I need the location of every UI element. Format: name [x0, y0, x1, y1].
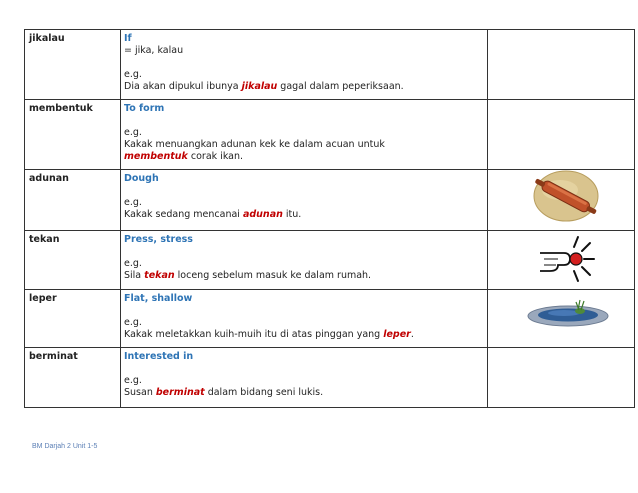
example-sentence: Kakak menuangkan adunan kek ke dalam acuan untuk membentuk corak ikan.: [124, 139, 385, 162]
meaning-detail: = jika, kalau: [124, 45, 184, 56]
example-sentence: Kakak meletakkan kuih-muih itu di atas pinggan yang leper.: [124, 329, 414, 340]
table-row: [25, 100, 635, 170]
malay-word: adunan: [29, 173, 69, 184]
example-sentence: Dia akan dipukul ibunya jikalau gagal dalam peperiksaan.: [124, 81, 404, 92]
english-meaning: Flat, shallow: [124, 293, 193, 304]
example-label: e.g.: [124, 375, 142, 386]
example-label: e.g.: [124, 127, 142, 138]
highlighted-word: membentuk: [124, 151, 188, 162]
english-meaning: Press, stress: [124, 234, 193, 245]
highlighted-word: leper: [383, 329, 411, 340]
example-label: e.g.: [124, 258, 142, 269]
table-row: [25, 290, 635, 348]
malay-word: jikalau: [29, 33, 65, 44]
highlighted-word: berminat: [155, 387, 205, 398]
english-meaning: To form: [124, 103, 165, 114]
flat-plate-icon: [526, 296, 610, 330]
vocabulary-table: [24, 29, 635, 408]
english-meaning: Dough: [124, 173, 159, 184]
malay-word: leper: [29, 293, 57, 304]
highlighted-word: jikalau: [241, 81, 278, 92]
example-sentence: Sila tekan loceng sebelum masuk ke dalam rumah.: [124, 270, 372, 281]
example-sentence: Kakak sedang mencanai adunan itu.: [124, 209, 302, 220]
table-row: [25, 30, 635, 100]
english-meaning: Interested in: [124, 351, 194, 362]
highlighted-word: tekan: [144, 270, 175, 281]
malay-word: membentuk: [29, 103, 93, 114]
table-row: [25, 170, 635, 231]
malay-word: tekan: [29, 234, 60, 245]
finger-pressing-button-icon: [536, 233, 598, 285]
rolling-pin-dough-icon: [530, 166, 602, 224]
example-label: e.g.: [124, 69, 142, 80]
english-meaning: If: [124, 33, 132, 44]
table-row: [25, 231, 635, 290]
example-label: e.g.: [124, 197, 142, 208]
malay-word: berminat: [29, 351, 78, 362]
example-sentence: Susan berminat dalam bidang seni lukis.: [124, 387, 324, 398]
table-row: [25, 348, 635, 408]
highlighted-word: adunan: [242, 209, 283, 220]
example-label: e.g.: [124, 317, 142, 328]
page-footer: BM Darjah 2 Unit 1-5: [32, 443, 98, 450]
